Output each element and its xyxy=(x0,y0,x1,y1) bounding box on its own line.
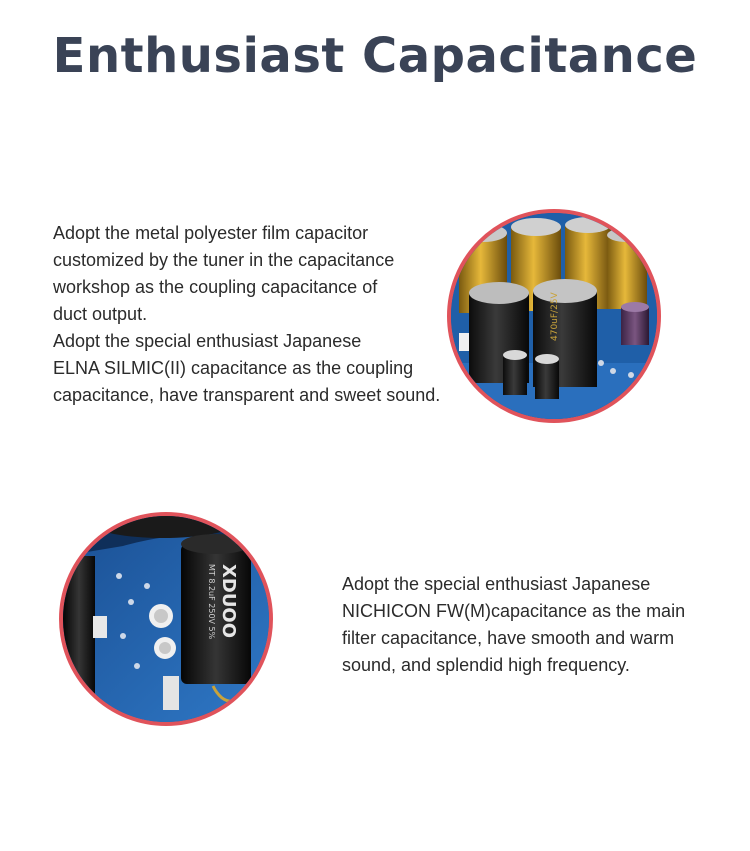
capacitor-spec-text: MT 8.2uF 250V 5% xyxy=(207,564,216,640)
capacitor-label-text: 470uF/25V xyxy=(550,292,560,341)
section1-line: workshop as the coupling capacitance of xyxy=(53,277,378,297)
section1-line: Adopt the special enthusiast Japanese xyxy=(53,331,362,351)
section1-line: ELNA SILMIC(II) capacitance as the coupling xyxy=(53,358,414,378)
capacitor-photo-nichicon xyxy=(59,512,273,726)
section2-line: filter capacitance, have smooth and warm xyxy=(342,628,675,648)
section2-paragraph xyxy=(342,571,712,679)
section1-line: duct output. xyxy=(53,304,148,324)
section1-line: capacitance, have transparent and sweet sound. xyxy=(53,385,441,405)
capacitor-illustration-nichicon xyxy=(63,516,269,722)
section1-line: Adopt the metal polyester film capacitor xyxy=(53,223,369,243)
section2-line: sound, and splendid high frequency. xyxy=(342,655,630,675)
page-title: Enthusiast Capacitance xyxy=(52,28,698,84)
section1-paragraph xyxy=(53,220,463,409)
section1-line: customized by the tuner in the capacitance xyxy=(53,250,395,270)
section2-line: NICHICON FW(M)capacitance as the main xyxy=(342,601,686,621)
capacitor-brand-text: XDUOO xyxy=(218,564,239,639)
capacitor-photo-elna xyxy=(447,209,661,423)
section2-line: Adopt the special enthusiast Japanese xyxy=(342,574,651,594)
capacitor-illustration-elna xyxy=(451,213,657,419)
